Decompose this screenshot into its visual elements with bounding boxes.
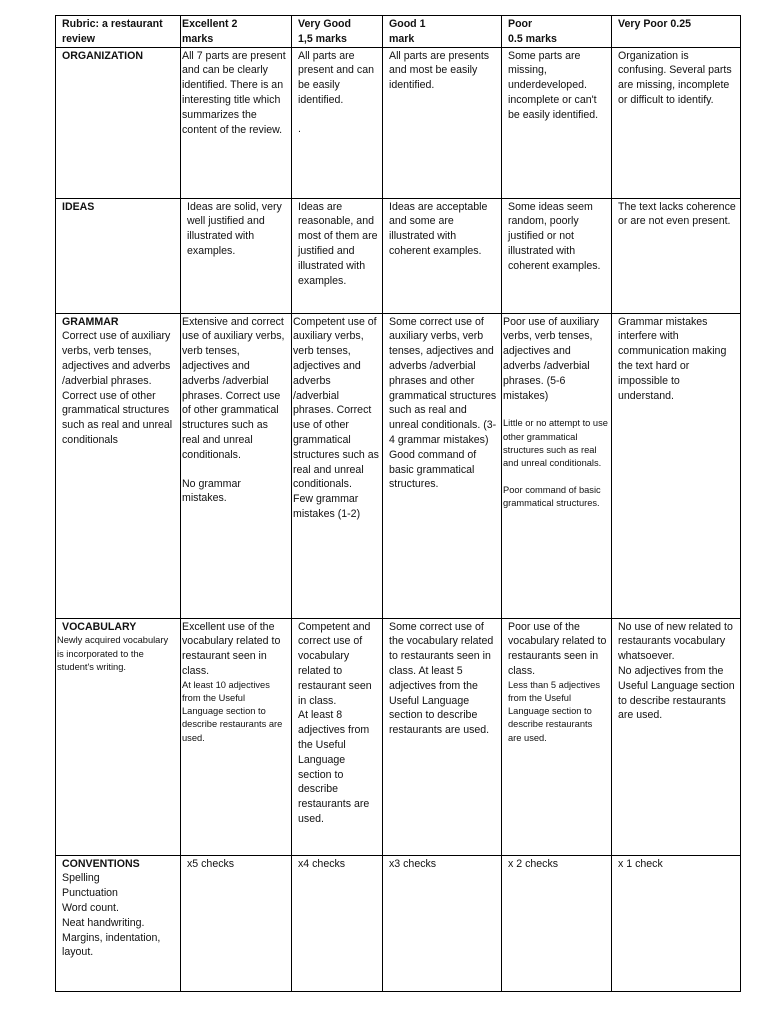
level-poor <box>502 16 612 48</box>
criterion-label: IDEAS <box>56 198 181 313</box>
cell-poor <box>502 618 612 855</box>
cell-very-poor <box>612 618 741 855</box>
cell-very-good: x4 checks <box>292 855 383 991</box>
cell-very-good <box>292 313 383 618</box>
criterion-description: Newly acquired vocabulary is incorporated to the student's writing. <box>57 635 169 672</box>
cell-text: Few grammar mistakes (1-2) <box>293 493 361 520</box>
criterion-cell <box>56 313 181 618</box>
cell-text: Poor use of auxiliary verbs, verb tenses, adjectives and adverbs /adverbial phrases. (5-6 mistakes) <box>503 315 599 402</box>
level-marks: 0.5 marks <box>508 32 557 45</box>
cell-text: No adjectives from the Useful Language section to describe restaurants are used. <box>618 664 735 722</box>
cell-excellent: x5 checks <box>181 855 292 991</box>
cell-very-good: Ideas are reasonable, and most of them are justified and illustrated with examples. <box>292 198 383 313</box>
cell-text: Some correct use of auxiliary verbs, verb tenses, adjectives and adverbs /adverbial phrases and other grammatical structures such as real and unreal conditionals. (3-4 grammar mistakes) <box>389 315 497 446</box>
cell-very-poor: The text lacks coherence or are not even present. <box>612 198 741 313</box>
cell-text: Competent use of auxiliary verbs, verb tenses, adjectives and adverbs /adverbial phrases. Correct use of other grammatical structures such as real and unreal conditionals. <box>293 315 379 491</box>
level-name: Very Poor 0.25 <box>618 18 692 30</box>
cell-good: x3 checks <box>383 855 502 991</box>
cell-very-good <box>292 618 383 855</box>
cell-text: Good command of basic grammatical structures. <box>389 448 477 491</box>
rubric-title: Rubric: a restaurant review <box>56 16 181 48</box>
cell-text: Extensive and correct use of auxiliary verbs, verb tenses, adjectives and adverbs /adverbial phrases. Correct use of other grammatical structures such as real and unreal conditionals. <box>182 315 285 461</box>
cell-text: Competent and correct use of vocabulary related to restaurant seen in class. <box>298 620 372 707</box>
cell-excellent <box>181 618 292 855</box>
cell-text: At least 8 adjectives from the Useful Language section to describe restaurants are used. <box>298 709 370 825</box>
cell-text: Poor command of basic grammatical structures. <box>503 485 601 509</box>
criterion-item: Margins, indentation, layout. <box>62 931 161 959</box>
level-name: Very Good <box>298 18 351 30</box>
level-marks: 1,5 marks <box>298 32 347 45</box>
cell-poor: x 2 checks <box>502 855 612 991</box>
cell-excellent: Ideas are solid, very well justified and illustrated with examples. <box>181 198 292 313</box>
level-very-good <box>292 16 383 48</box>
cell-text: Little or no attempt to use other grammatical structures such as real and unreal conditionals. <box>503 418 608 468</box>
cell-good: Some correct use of the vocabulary related to restaurants seen in class. At least 5 adjectives from the Useful Language section to describe restaurants are used. <box>383 618 502 855</box>
criterion-label: CONVENTIONS <box>62 857 140 870</box>
cell-very-good <box>292 47 383 198</box>
row-organization <box>56 47 741 198</box>
cell-very-poor: x 1 check <box>612 855 741 991</box>
level-very-poor <box>612 16 741 48</box>
cell-poor <box>502 313 612 618</box>
cell-good: All parts are presents and most be easily identified. <box>383 47 502 198</box>
cell-text: Less than 5 adjectives from the Useful Language section to describe restaurants are used. <box>508 679 600 743</box>
level-name: Poor <box>508 18 533 30</box>
cell-text: At least 10 adjectives from the Useful Language section to describe restaurants are used. <box>182 679 283 743</box>
level-good <box>383 16 502 48</box>
criterion-description: Correct use of auxiliary verbs, verb tenses, adjectives and adverbs /adverbial phrases. Correct use of other grammatical structures such as real and unreal conditionals <box>62 330 173 446</box>
cell-excellent <box>181 313 292 618</box>
criterion-item: Neat handwriting. <box>62 916 145 929</box>
level-name: Excellent 2 <box>182 18 238 30</box>
criterion-cell <box>56 855 181 991</box>
level-marks: mark <box>389 32 415 45</box>
level-name: Good 1 <box>389 18 426 30</box>
cell-text: Poor use of the vocabulary related to restaurants seen in class. <box>508 620 607 677</box>
cell-text: . <box>298 122 301 135</box>
rubric-table <box>55 15 741 992</box>
criterion-item: Spelling <box>62 872 100 885</box>
row-ideas <box>56 198 741 313</box>
cell-very-poor: Grammar mistakes interfere with communication making the text hard or impossible to understand. <box>612 313 741 618</box>
level-excellent <box>181 16 292 48</box>
criterion-item: Punctuation <box>62 887 118 900</box>
cell-poor: Some parts are missing, underdeveloped. incomplete or can't be easily identified. <box>502 47 612 198</box>
level-marks: marks <box>182 32 214 45</box>
row-grammar <box>56 313 741 618</box>
cell-excellent: All 7 parts are present and can be clearly identified. There is an interesting title which summarizes the content of the review. <box>181 47 292 198</box>
row-conventions <box>56 855 741 991</box>
cell-good: Ideas are acceptable and some are illustrated with coherent examples. <box>383 198 502 313</box>
cell-text: No grammar mistakes. <box>182 477 241 505</box>
cell-poor: Some ideas seem random, poorly justified or not illustrated with coherent examples. <box>502 198 612 313</box>
cell-text: Excellent use of the vocabulary related to restaurant seen in class. <box>182 620 281 677</box>
criterion-cell <box>56 618 181 855</box>
criterion-label: ORGANIZATION <box>56 47 181 198</box>
header-row <box>56 16 741 48</box>
cell-text: No use of new related to restaurants vocabulary whatsoever. <box>618 620 733 663</box>
row-vocabulary <box>56 618 741 855</box>
criterion-label: VOCABULARY <box>62 620 137 633</box>
cell-text: All parts are present and can be easily identified. <box>298 49 374 106</box>
criterion-label: GRAMMAR <box>62 315 119 328</box>
cell-good <box>383 313 502 618</box>
cell-very-poor: Organization is confusing. Several parts are missing, incomplete or difficult to identify. <box>612 47 741 198</box>
criterion-item: Word count. <box>62 901 119 914</box>
